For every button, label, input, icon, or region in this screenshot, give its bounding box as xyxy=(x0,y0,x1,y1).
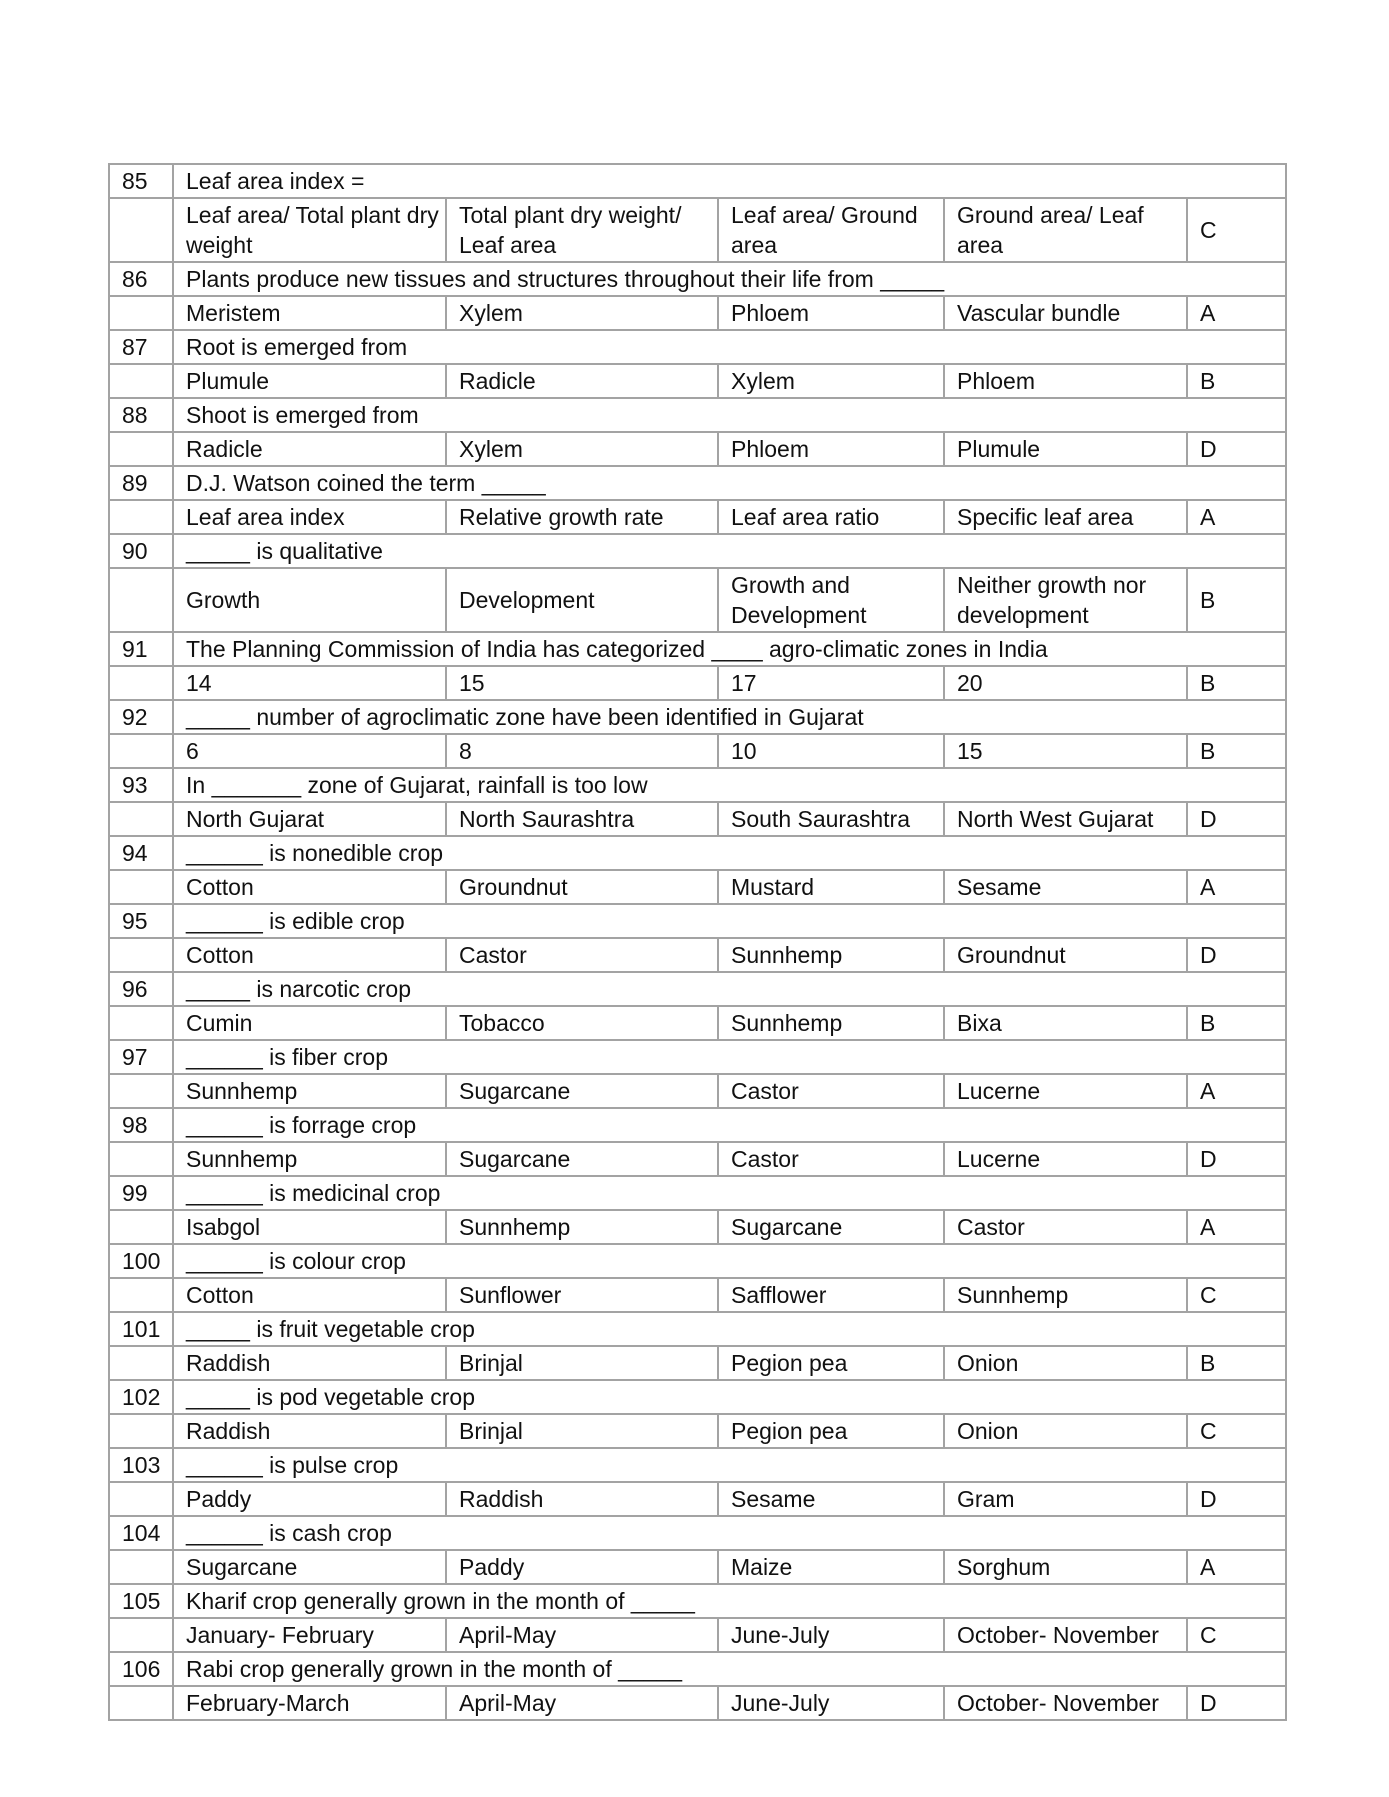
option-cell: Plumule xyxy=(173,364,446,398)
question-number: 93 xyxy=(109,768,173,802)
options-row xyxy=(109,1686,1286,1720)
option-cell: April-May xyxy=(446,1618,718,1652)
option-cell: Castor xyxy=(718,1142,944,1176)
empty-number-cell xyxy=(109,1278,173,1312)
empty-number-cell xyxy=(109,500,173,534)
option-cell: Mustard xyxy=(718,870,944,904)
question-row xyxy=(109,904,1286,938)
answer-cell: D xyxy=(1187,802,1286,836)
options-row xyxy=(109,1278,1286,1312)
question-text: _____ is fruit vegetable crop xyxy=(173,1312,1286,1346)
answer-cell: A xyxy=(1187,296,1286,330)
options-row xyxy=(109,500,1286,534)
option-cell: Pegion pea xyxy=(718,1346,944,1380)
option-cell: April-May xyxy=(446,1686,718,1720)
options-row xyxy=(109,432,1286,466)
option-cell: Leaf area/ Total plant dry weight xyxy=(173,198,446,262)
question-number: 105 xyxy=(109,1584,173,1618)
option-cell: Onion xyxy=(944,1346,1187,1380)
question-number: 89 xyxy=(109,466,173,500)
options-row xyxy=(109,870,1286,904)
option-cell: Sugarcane xyxy=(446,1142,718,1176)
question-number: 106 xyxy=(109,1652,173,1686)
option-cell: Sunnhemp xyxy=(718,938,944,972)
question-text: _____ is pod vegetable crop xyxy=(173,1380,1286,1414)
question-number: 104 xyxy=(109,1516,173,1550)
option-cell: Brinjal xyxy=(446,1346,718,1380)
option-cell: Leaf area index xyxy=(173,500,446,534)
question-number: 97 xyxy=(109,1040,173,1074)
option-cell: Ground area/ Leaf area xyxy=(944,198,1187,262)
option-cell: Isabgol xyxy=(173,1210,446,1244)
options-row xyxy=(109,938,1286,972)
empty-number-cell xyxy=(109,1142,173,1176)
question-text: ______ is medicinal crop xyxy=(173,1176,1286,1210)
question-text: In _______ zone of Gujarat, rainfall is too low xyxy=(173,768,1286,802)
question-row xyxy=(109,700,1286,734)
question-number: 100 xyxy=(109,1244,173,1278)
question-row xyxy=(109,1108,1286,1142)
answer-cell: B xyxy=(1187,364,1286,398)
question-number: 86 xyxy=(109,262,173,296)
option-cell: Paddy xyxy=(173,1482,446,1516)
empty-number-cell xyxy=(109,802,173,836)
empty-number-cell xyxy=(109,1618,173,1652)
option-cell: Raddish xyxy=(173,1414,446,1448)
option-cell: Raddish xyxy=(173,1346,446,1380)
question-row xyxy=(109,1380,1286,1414)
question-text: ______ is edible crop xyxy=(173,904,1286,938)
options-row xyxy=(109,802,1286,836)
answer-cell: B xyxy=(1187,734,1286,768)
option-cell: Cotton xyxy=(173,938,446,972)
options-row xyxy=(109,1210,1286,1244)
option-cell: Paddy xyxy=(446,1550,718,1584)
options-row xyxy=(109,734,1286,768)
question-row xyxy=(109,1584,1286,1618)
option-cell: Raddish xyxy=(446,1482,718,1516)
option-cell: Lucerne xyxy=(944,1142,1187,1176)
options-row xyxy=(109,1550,1286,1584)
question-number: 88 xyxy=(109,398,173,432)
option-cell: Vascular bundle xyxy=(944,296,1187,330)
options-row xyxy=(109,568,1286,632)
question-row xyxy=(109,972,1286,1006)
question-row xyxy=(109,836,1286,870)
options-row xyxy=(109,1414,1286,1448)
option-cell: 8 xyxy=(446,734,718,768)
empty-number-cell xyxy=(109,666,173,700)
answer-cell: A xyxy=(1187,870,1286,904)
question-number: 85 xyxy=(109,164,173,198)
answer-cell: B xyxy=(1187,1346,1286,1380)
answer-cell: C xyxy=(1187,1618,1286,1652)
option-cell: Xylem xyxy=(446,296,718,330)
options-row xyxy=(109,1006,1286,1040)
option-cell: 14 xyxy=(173,666,446,700)
options-row xyxy=(109,1482,1286,1516)
answer-cell: C xyxy=(1187,1278,1286,1312)
option-cell: October- November xyxy=(944,1686,1187,1720)
question-text: ______ is colour crop xyxy=(173,1244,1286,1278)
option-cell: Cotton xyxy=(173,1278,446,1312)
question-row xyxy=(109,262,1286,296)
answer-cell: B xyxy=(1187,1006,1286,1040)
options-row xyxy=(109,1346,1286,1380)
option-cell: South Saurashtra xyxy=(718,802,944,836)
empty-number-cell xyxy=(109,198,173,262)
option-cell: Meristem xyxy=(173,296,446,330)
question-text: ______ is nonedible crop xyxy=(173,836,1286,870)
option-cell: Plumule xyxy=(944,432,1187,466)
option-cell: Sugarcane xyxy=(446,1074,718,1108)
empty-number-cell xyxy=(109,364,173,398)
question-text: _____ is narcotic crop xyxy=(173,972,1286,1006)
option-cell: 17 xyxy=(718,666,944,700)
option-cell: Phloem xyxy=(718,296,944,330)
options-row xyxy=(109,1618,1286,1652)
option-cell: Sunnhemp xyxy=(173,1142,446,1176)
option-cell: Onion xyxy=(944,1414,1187,1448)
option-cell: Growth and Development xyxy=(718,568,944,632)
answer-cell: D xyxy=(1187,1482,1286,1516)
question-text: ______ is cash crop xyxy=(173,1516,1286,1550)
option-cell: Tobacco xyxy=(446,1006,718,1040)
question-text: Shoot is emerged from xyxy=(173,398,1286,432)
question-number: 87 xyxy=(109,330,173,364)
options-row xyxy=(109,1074,1286,1108)
option-cell: 15 xyxy=(944,734,1187,768)
option-cell: Total plant dry weight/ Leaf area xyxy=(446,198,718,262)
option-cell: Phloem xyxy=(718,432,944,466)
option-cell: Sunnhemp xyxy=(718,1006,944,1040)
option-cell: Sugarcane xyxy=(173,1550,446,1584)
option-cell: Pegion pea xyxy=(718,1414,944,1448)
option-cell: Specific leaf area xyxy=(944,500,1187,534)
empty-number-cell xyxy=(109,1482,173,1516)
option-cell: Safflower xyxy=(718,1278,944,1312)
option-cell: Cumin xyxy=(173,1006,446,1040)
question-text: Kharif crop generally grown in the month of _____ xyxy=(173,1584,1286,1618)
question-number: 101 xyxy=(109,1312,173,1346)
option-cell: Castor xyxy=(446,938,718,972)
question-row xyxy=(109,1652,1286,1686)
option-cell: Xylem xyxy=(718,364,944,398)
options-row xyxy=(109,198,1286,262)
question-text: Plants produce new tissues and structures throughout their life from _____ xyxy=(173,262,1286,296)
question-row xyxy=(109,534,1286,568)
option-cell: Sesame xyxy=(944,870,1187,904)
empty-number-cell xyxy=(109,568,173,632)
option-cell: Groundnut xyxy=(446,870,718,904)
option-cell: Brinjal xyxy=(446,1414,718,1448)
answer-cell: C xyxy=(1187,1414,1286,1448)
option-cell: February-March xyxy=(173,1686,446,1720)
answer-cell: D xyxy=(1187,432,1286,466)
empty-number-cell xyxy=(109,296,173,330)
option-cell: Leaf area/ Ground area xyxy=(718,198,944,262)
option-cell: Gram xyxy=(944,1482,1187,1516)
answer-cell: A xyxy=(1187,1550,1286,1584)
question-row xyxy=(109,1312,1286,1346)
question-number: 103 xyxy=(109,1448,173,1482)
empty-number-cell xyxy=(109,1210,173,1244)
option-cell: 6 xyxy=(173,734,446,768)
empty-number-cell xyxy=(109,1414,173,1448)
option-cell: Relative growth rate xyxy=(446,500,718,534)
option-cell: Maize xyxy=(718,1550,944,1584)
question-number: 95 xyxy=(109,904,173,938)
option-cell: June-July xyxy=(718,1686,944,1720)
answer-cell: A xyxy=(1187,1074,1286,1108)
empty-number-cell xyxy=(109,938,173,972)
option-cell: Neither growth nor development xyxy=(944,568,1187,632)
question-number: 90 xyxy=(109,534,173,568)
question-number: 99 xyxy=(109,1176,173,1210)
option-cell: 15 xyxy=(446,666,718,700)
option-cell: Radicle xyxy=(173,432,446,466)
question-text: Root is emerged from xyxy=(173,330,1286,364)
empty-number-cell xyxy=(109,1074,173,1108)
question-text: _____ is qualitative xyxy=(173,534,1286,568)
answer-cell: A xyxy=(1187,500,1286,534)
option-cell: Sugarcane xyxy=(718,1210,944,1244)
question-text: ______ is pulse crop xyxy=(173,1448,1286,1482)
answer-cell: C xyxy=(1187,198,1286,262)
option-cell: Sorghum xyxy=(944,1550,1187,1584)
options-row xyxy=(109,296,1286,330)
option-cell: 10 xyxy=(718,734,944,768)
question-number: 96 xyxy=(109,972,173,1006)
option-cell: Sunnhemp xyxy=(446,1210,718,1244)
answer-cell: D xyxy=(1187,1142,1286,1176)
option-cell: Sunnhemp xyxy=(944,1278,1187,1312)
question-row xyxy=(109,398,1286,432)
answer-cell: B xyxy=(1187,568,1286,632)
option-cell: Phloem xyxy=(944,364,1187,398)
option-cell: Castor xyxy=(944,1210,1187,1244)
option-cell: Bixa xyxy=(944,1006,1187,1040)
question-text: ______ is fiber crop xyxy=(173,1040,1286,1074)
empty-number-cell xyxy=(109,1006,173,1040)
options-row xyxy=(109,364,1286,398)
empty-number-cell xyxy=(109,1346,173,1380)
options-row xyxy=(109,1142,1286,1176)
option-cell: Cotton xyxy=(173,870,446,904)
question-text: The Planning Commission of India has categorized ____ agro-climatic zones in India xyxy=(173,632,1286,666)
option-cell: North Gujarat xyxy=(173,802,446,836)
answer-cell: A xyxy=(1187,1210,1286,1244)
question-number: 94 xyxy=(109,836,173,870)
question-number: 92 xyxy=(109,700,173,734)
empty-number-cell xyxy=(109,870,173,904)
question-row xyxy=(109,164,1286,198)
option-cell: North West Gujarat xyxy=(944,802,1187,836)
options-row xyxy=(109,666,1286,700)
question-row xyxy=(109,466,1286,500)
question-number: 102 xyxy=(109,1380,173,1414)
option-cell: Radicle xyxy=(446,364,718,398)
option-cell: Sunflower xyxy=(446,1278,718,1312)
question-number: 98 xyxy=(109,1108,173,1142)
option-cell: North Saurashtra xyxy=(446,802,718,836)
empty-number-cell xyxy=(109,432,173,466)
option-cell: Lucerne xyxy=(944,1074,1187,1108)
question-text: Rabi crop generally grown in the month of _____ xyxy=(173,1652,1286,1686)
answer-cell: D xyxy=(1187,938,1286,972)
option-cell: Sesame xyxy=(718,1482,944,1516)
option-cell: Development xyxy=(446,568,718,632)
question-row xyxy=(109,1516,1286,1550)
option-cell: October- November xyxy=(944,1618,1187,1652)
answer-cell: B xyxy=(1187,666,1286,700)
question-text: _____ number of agroclimatic zone have been identified in Gujarat xyxy=(173,700,1286,734)
question-text: ______ is forrage crop xyxy=(173,1108,1286,1142)
empty-number-cell xyxy=(109,734,173,768)
question-number: 91 xyxy=(109,632,173,666)
option-cell: Growth xyxy=(173,568,446,632)
question-row xyxy=(109,1244,1286,1278)
option-cell: Xylem xyxy=(446,432,718,466)
empty-number-cell xyxy=(109,1686,173,1720)
option-cell: Sunnhemp xyxy=(173,1074,446,1108)
option-cell: Groundnut xyxy=(944,938,1187,972)
option-cell: Leaf area ratio xyxy=(718,500,944,534)
question-row xyxy=(109,1040,1286,1074)
answer-cell: D xyxy=(1187,1686,1286,1720)
question-row xyxy=(109,632,1286,666)
question-text: Leaf area index = xyxy=(173,164,1286,198)
question-row xyxy=(109,1176,1286,1210)
option-cell: Castor xyxy=(718,1074,944,1108)
question-row xyxy=(109,330,1286,364)
empty-number-cell xyxy=(109,1550,173,1584)
questions-table xyxy=(108,163,1287,1721)
question-row xyxy=(109,768,1286,802)
option-cell: June-July xyxy=(718,1618,944,1652)
question-row xyxy=(109,1448,1286,1482)
question-text: D.J. Watson coined the term _____ xyxy=(173,466,1286,500)
option-cell: January- February xyxy=(173,1618,446,1652)
option-cell: 20 xyxy=(944,666,1187,700)
